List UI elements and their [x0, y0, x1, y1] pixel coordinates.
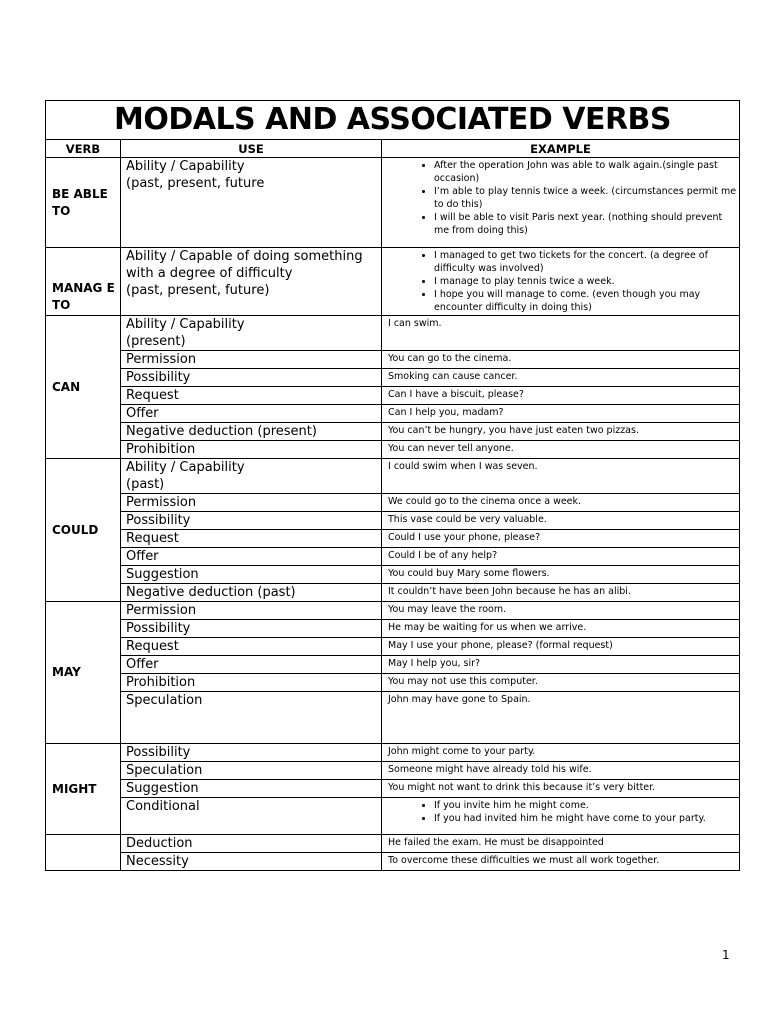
table-row: [46, 674, 740, 692]
use-cell: Negative deduction (past): [121, 584, 382, 602]
use-cell: Suggestion: [121, 566, 382, 584]
use-cell: Speculation: [121, 762, 382, 780]
example-item: • If you had invited him he might have come to your party.: [434, 812, 739, 825]
document-page: [45, 100, 739, 867]
table-row: [46, 423, 740, 441]
modals-table: [45, 100, 740, 871]
use-cell: Deduction: [121, 835, 382, 853]
use-cell: Offer: [121, 405, 382, 423]
use-cell: Prohibition: [121, 441, 382, 459]
table-row: [46, 512, 740, 530]
verb-cell: CAN: [46, 316, 121, 459]
table-row: [46, 762, 740, 780]
example-list: [388, 159, 739, 237]
verb-cell: MAY: [46, 602, 121, 744]
table-row: [46, 530, 740, 548]
use-cell: Speculation: [121, 692, 382, 744]
use-cell: Request: [121, 387, 382, 405]
table-row: [46, 798, 740, 835]
header-verb: VERB: [46, 140, 121, 158]
example-cell: You may leave the room.: [382, 602, 740, 620]
use-cell: Conditional: [121, 798, 382, 835]
example-cell: Can I have a biscuit, please?: [382, 387, 740, 405]
example-item: • I hope you will manage to come. (even though you may encounter difficulty in doing this): [434, 288, 739, 314]
example-cell: To overcome these difficulties we must all work together.: [382, 853, 740, 871]
example-cell: May I use your phone, please? (formal request): [382, 638, 740, 656]
example-cell: I can swim.: [382, 316, 740, 351]
use-cell: Negative deduction (present): [121, 423, 382, 441]
example-cell: May I help you, sir?: [382, 656, 740, 674]
example-cell: [382, 798, 740, 835]
use-cell: Possibility: [121, 512, 382, 530]
table-row: [46, 620, 740, 638]
example-cell: We could go to the cinema once a week.: [382, 494, 740, 512]
use-cell: Offer: [121, 548, 382, 566]
use-cell: Permission: [121, 494, 382, 512]
example-cell: Smoking can cause cancer.: [382, 369, 740, 387]
example-cell: You might not want to drink this because it’s very bitter.: [382, 780, 740, 798]
example-item: • I’m able to play tennis twice a week. (circumstances permit me to do this): [434, 185, 739, 211]
example-item: • I managed to get two tickets for the concert. (a degree of difficulty was involved): [434, 249, 739, 275]
table-row: [46, 566, 740, 584]
example-cell: Someone might have already told his wife.: [382, 762, 740, 780]
example-cell: This vase could be very valuable.: [382, 512, 740, 530]
table-row: [46, 548, 740, 566]
example-cell: You can go to the cinema.: [382, 351, 740, 369]
example-cell: It couldn’t have been John because he has an alibi.: [382, 584, 740, 602]
table-row: [46, 780, 740, 798]
example-cell: John may have gone to Spain.: [382, 692, 740, 744]
table-row: [46, 441, 740, 459]
table-row: [46, 316, 740, 351]
example-cell: [382, 248, 740, 316]
use-cell: Prohibition: [121, 674, 382, 692]
example-list: [388, 799, 739, 825]
verb-cell: MANAG E TO: [46, 248, 121, 316]
verb-cell: [46, 835, 121, 871]
example-cell: John might come to your party.: [382, 744, 740, 762]
header-example: EXAMPLE: [382, 140, 740, 158]
example-item: • I manage to play tennis twice a week.: [434, 275, 739, 288]
use-cell: Offer: [121, 656, 382, 674]
example-cell: He may be waiting for us when we arrive.: [382, 620, 740, 638]
table-row: [46, 853, 740, 871]
example-item: • If you invite him he might come.: [434, 799, 739, 812]
example-item: • I will be able to visit Paris next year. (nothing should prevent me from doing this): [434, 211, 739, 237]
table-row: [46, 494, 740, 512]
use-cell: Request: [121, 638, 382, 656]
use-cell: Necessity: [121, 853, 382, 871]
page-number: 1: [722, 948, 730, 962]
verb-cell: COULD: [46, 459, 121, 602]
example-cell: Could I use your phone, please?: [382, 530, 740, 548]
use-cell: Ability / Capability (present): [121, 316, 382, 351]
example-cell: You can’t be hungry, you have just eaten two pizzas.: [382, 423, 740, 441]
table-row: [46, 638, 740, 656]
table-row: [46, 387, 740, 405]
table-row: [46, 248, 740, 316]
example-list: [388, 249, 739, 314]
example-cell: Could I be of any help?: [382, 548, 740, 566]
use-cell: Request: [121, 530, 382, 548]
verb-cell: BE ABLE TO: [46, 158, 121, 248]
verb-cell: MIGHT: [46, 744, 121, 835]
use-cell: Suggestion: [121, 780, 382, 798]
table-row: [46, 656, 740, 674]
table-row: [46, 405, 740, 423]
table-row: [46, 835, 740, 853]
table-row: [46, 459, 740, 494]
table-row: [46, 744, 740, 762]
example-item: • After the operation John was able to walk again.(single past occasion): [434, 159, 739, 185]
example-cell: He failed the exam. He must be disappointed: [382, 835, 740, 853]
example-cell: You may not use this computer.: [382, 674, 740, 692]
table-row: [46, 602, 740, 620]
page-title: MODALS AND ASSOCIATED VERBS: [46, 101, 740, 140]
use-cell: Ability / Capable of doing something with a degree of difficulty (past, present, future): [121, 248, 382, 316]
use-cell: Ability / Capability (past): [121, 459, 382, 494]
table-row: [46, 692, 740, 744]
use-cell: Ability / Capability (past, present, future: [121, 158, 382, 248]
table-row: [46, 584, 740, 602]
table-row: [46, 369, 740, 387]
example-cell: Can I help you, madam?: [382, 405, 740, 423]
table-row: [46, 351, 740, 369]
example-cell: I could swim when I was seven.: [382, 459, 740, 494]
example-cell: You can never tell anyone.: [382, 441, 740, 459]
use-cell: Possibility: [121, 369, 382, 387]
use-cell: Permission: [121, 602, 382, 620]
example-cell: You could buy Mary some flowers.: [382, 566, 740, 584]
use-cell: Possibility: [121, 744, 382, 762]
table-row: [46, 158, 740, 248]
example-cell: [382, 158, 740, 248]
use-cell: Permission: [121, 351, 382, 369]
use-cell: Possibility: [121, 620, 382, 638]
header-use: USE: [121, 140, 382, 158]
